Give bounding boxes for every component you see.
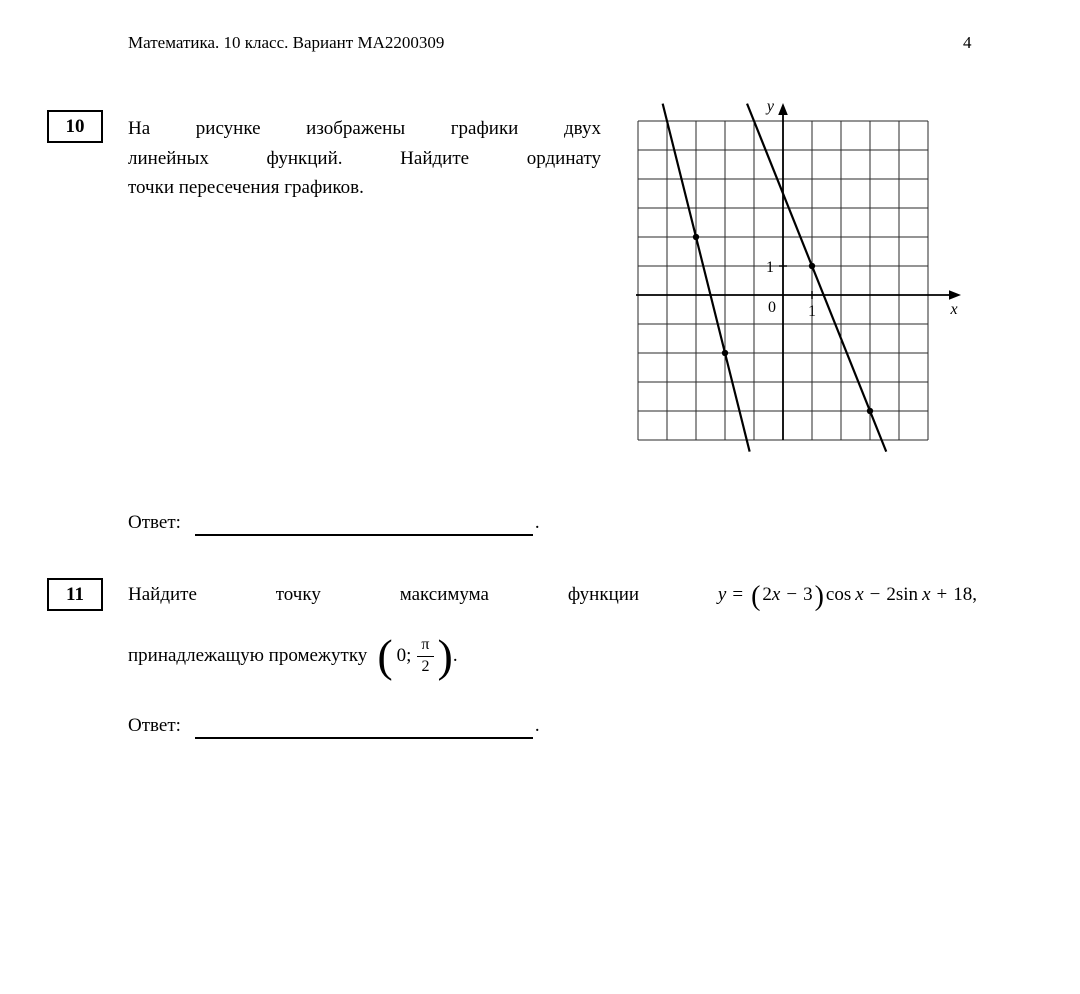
problem-11-line1 (128, 581, 977, 612)
interval-body (397, 636, 434, 676)
period: . (452, 645, 458, 666)
page-number: 4 (963, 33, 972, 52)
fraction-numerator: π (417, 636, 433, 656)
word: Найдите (128, 584, 197, 605)
document-title: Математика. 10 класс. Вариант МА2200309 (128, 33, 445, 52)
line2-text: принадлежащую промежутку (128, 645, 368, 666)
coefficient: 2 (886, 584, 896, 605)
equals-sign: = (732, 584, 744, 605)
interval-expression: ( 0; $\frac{\pi}{2}$ ) (377, 630, 453, 681)
y-tick-label: 1 (766, 259, 774, 276)
fraction-denominator: 2 (421, 657, 430, 675)
problem-10-number: 10 (65, 115, 85, 137)
interval-start: 0; (396, 645, 412, 666)
cos-function: cos (825, 584, 852, 605)
answer-label: Ответ: (128, 715, 181, 736)
problem-10-text-line: линейных функций. Найдите ординату (128, 147, 601, 169)
constant: 18 (953, 584, 973, 605)
problem-10-answer-row (128, 512, 540, 536)
linear-functions-graph (621, 85, 966, 457)
variable-x: x (855, 584, 864, 605)
word: максимума (399, 584, 489, 605)
pi-over-2-fraction (417, 636, 433, 676)
constant: 3 (803, 584, 813, 605)
graph-svg (621, 85, 966, 457)
answer-period: . (534, 715, 540, 736)
problem-10-text-line: На рисунке изображены графики двух (128, 118, 601, 139)
coefficient: 2 (762, 584, 772, 605)
x-tick-label: 1 (808, 303, 816, 320)
answer-period: . (534, 512, 540, 533)
plus-sign: + (936, 584, 948, 605)
word: точку (275, 584, 321, 605)
left-paren: ( (751, 581, 761, 612)
problem-11-answer-row (128, 715, 540, 739)
variable-x: x (922, 584, 931, 605)
formula-lhs: y (717, 584, 727, 605)
function-formula (717, 581, 977, 612)
y-axis-label: y (766, 98, 774, 115)
graph-grid-and-lines (636, 103, 961, 452)
sin-function: sin (895, 584, 919, 605)
problem-11-line2 (128, 630, 458, 682)
answer-blank-line (195, 524, 533, 536)
problem-11-number: 11 (66, 583, 84, 605)
problem-10-text-line: точки пересечения графиков. (128, 177, 364, 198)
minus-sign: − (786, 584, 798, 605)
variable-x: x (771, 584, 781, 605)
answer-blank-line (195, 727, 533, 739)
x-axis-label: x (950, 301, 958, 318)
problem-10-text (128, 114, 601, 203)
minus-sign: − (869, 584, 881, 605)
comma: , (972, 584, 977, 605)
answer-label: Ответ: (128, 512, 181, 533)
problem-10-number-box (47, 110, 103, 143)
problem-11-number-box (47, 578, 103, 611)
origin-label: 0 (768, 299, 776, 316)
word: функции (567, 584, 640, 605)
right-paren: ) (814, 581, 824, 612)
